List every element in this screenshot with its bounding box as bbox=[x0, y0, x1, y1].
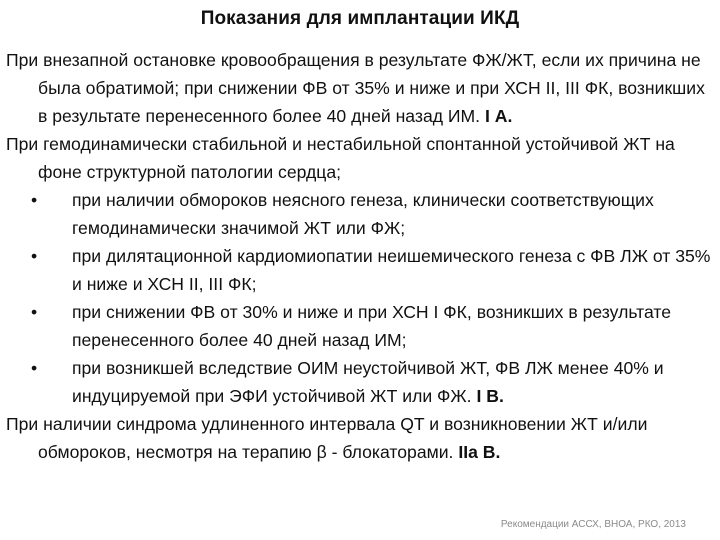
list-item bbox=[6, 242, 712, 298]
indication-paragraph bbox=[6, 410, 712, 466]
bullet-icon: • bbox=[31, 302, 38, 322]
slide-content bbox=[6, 46, 712, 466]
evidence-class-label: I В. bbox=[476, 386, 504, 406]
bullet-icon: • bbox=[31, 358, 38, 378]
evidence-class-label: IIа В. bbox=[458, 442, 501, 462]
bullet-icon: • bbox=[31, 246, 38, 266]
source-citation: Рекомендации АССХ, ВНОА, РКО, 2013 bbox=[500, 519, 686, 530]
evidence-class-label: I А. bbox=[484, 106, 513, 126]
paragraph-text: При наличии синдрома удлиненного интервала QT и возникновении ЖТ и/или обмороков, несмотря на терапию β - блокаторами. bbox=[6, 414, 648, 462]
list-item-text: при снижении ФВ от 30% и ниже и при ХСН I ФК, возникших в результате перенесенного более 40 дней назад ИМ; bbox=[72, 302, 672, 350]
indication-paragraph bbox=[6, 46, 712, 130]
paragraph-text: При внезапной остановке кровообращения в результате ФЖ/ЖТ, если их причина не была обратимой; при снижении ФВ от 35% и ниже и при ХСН II, III ФК, возникших в результате перенесенного более 40 дней назад ИМ. bbox=[6, 50, 705, 126]
list-item-text: при дилятационной кардиомиопатии неишемического генеза с ФВ ЛЖ от 35% и ниже и ХСН II, III ФК; bbox=[72, 246, 711, 294]
list-item bbox=[6, 354, 712, 410]
indication-paragraph bbox=[6, 130, 712, 186]
paragraph-text: При гемодинамически стабильной и нестабильной спонтанной устойчивой ЖТ на фоне структурной патологии сердца; bbox=[6, 134, 675, 182]
list-item-text: при возникшей вследствие ОИМ неустойчивой ЖТ, ФВ ЛЖ менее 40% и индуцируемой при ЭФИ устойчивой ЖТ или ФЖ. bbox=[72, 358, 664, 406]
list-item bbox=[6, 298, 712, 354]
slide-title: Показания для имплантации ИКД bbox=[200, 8, 520, 29]
bullet-icon: • bbox=[31, 190, 38, 210]
list-item-text: при наличии обмороков неясного генеза, клинически соответствующих гемодинамически значимой ЖТ или ФЖ; bbox=[72, 190, 654, 238]
list-item bbox=[6, 186, 712, 242]
